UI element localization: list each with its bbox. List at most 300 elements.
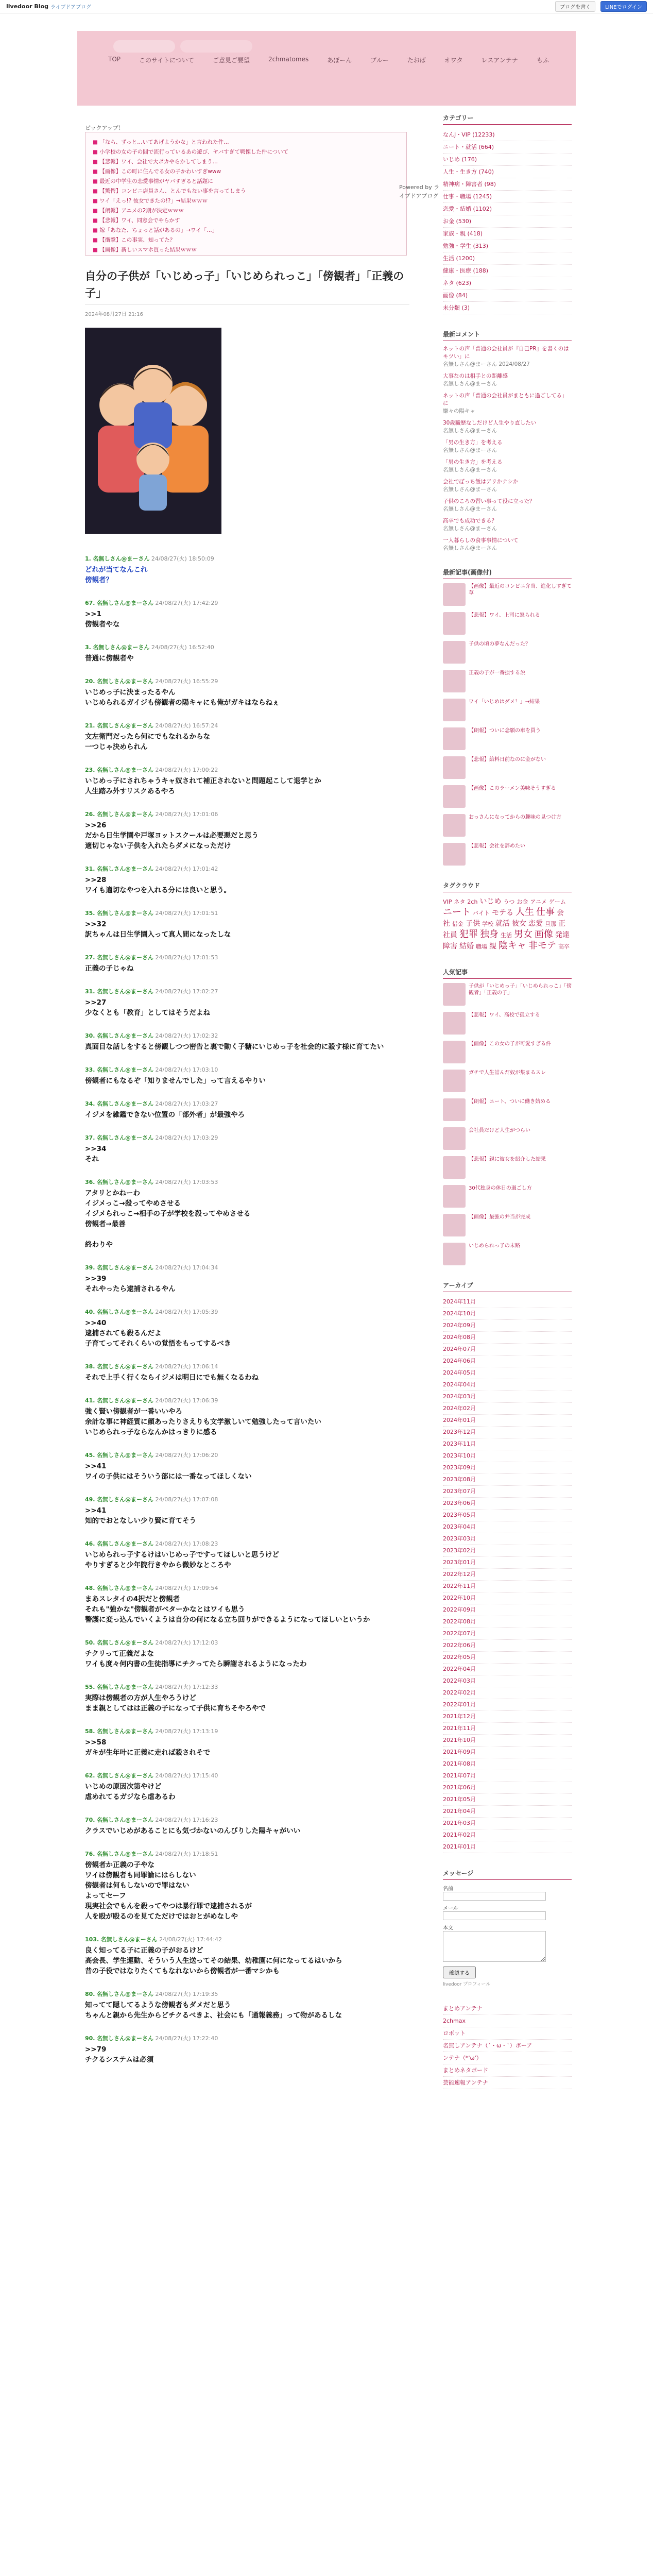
archive-item[interactable]: 2024年10月 (443, 1308, 572, 1320)
ranking-article-item[interactable] (443, 1098, 572, 1121)
category-item[interactable]: 恋愛・結婚 (1102) (443, 203, 572, 215)
recent-comment-title[interactable]: ネットの声「普通の会社員がまともに過ごしてる」に (443, 393, 568, 406)
comment-number[interactable]: 27. (85, 954, 95, 961)
comment (85, 1584, 409, 1625)
archive-item[interactable]: 2023年01月 (443, 1557, 572, 1569)
ranking-article-title[interactable]: 30代独身の休日の過ごし方 (469, 1185, 532, 1191)
comment-number[interactable]: 36. (85, 1179, 95, 1185)
category-item[interactable]: ネタ (623) (443, 277, 572, 290)
comment-number[interactable]: 21. (85, 722, 95, 729)
comment-date: 24/08/27(火) 17:00:22 (155, 767, 218, 773)
category-item[interactable]: 家族・親 (418) (443, 228, 572, 240)
comment-header (85, 1850, 409, 1858)
archive-item[interactable]: 2022年03月 (443, 1675, 572, 1687)
antenna-list (443, 2003, 572, 2089)
ranking-article-title[interactable]: 【画像】この女の子が可愛すぎる件 (469, 1041, 551, 1047)
ranking-article-item[interactable] (443, 1012, 572, 1035)
tag-link[interactable]: いじめ (479, 897, 502, 906)
comment-number[interactable]: 70. (85, 1817, 95, 1823)
recent-comment-title[interactable]: ネットの声「普通の会社員が『自己PR』を書くのはキツい」に (443, 346, 569, 360)
comment-number[interactable]: 31. (85, 988, 95, 995)
popular-article-item[interactable] (443, 641, 572, 664)
tag-link[interactable]: 会社 (443, 909, 564, 928)
comment-author: 名無しさん@まーさん (97, 1540, 153, 1547)
archive-item[interactable]: 2023年05月 (443, 1510, 572, 1521)
comment-date: 24/08/27(火) 17:19:35 (155, 1991, 218, 1997)
archive-item[interactable]: 2023年12月 (443, 1427, 572, 1438)
recent-comment-title[interactable]: 「男の生き方」を考える (443, 459, 503, 465)
comment-number[interactable]: 62. (85, 1772, 95, 1779)
archive-item[interactable]: 2024年05月 (443, 1367, 572, 1379)
comment-header (85, 1990, 409, 1998)
recent-comment-user: 名無しさん@まーさん (443, 486, 497, 493)
message-mail-input[interactable] (443, 1911, 546, 1920)
comment-body: チクリって正義だよな ワイも度々何内書の生徒指導にチクってたら瞬謝されるようになったわ (85, 1650, 307, 1668)
tag-link[interactable]: 2ch (467, 899, 478, 905)
tag-link[interactable]: バイト (473, 910, 490, 917)
archive-item[interactable]: 2021年07月 (443, 1770, 572, 1782)
nav-request[interactable]: ご意見ご要望 (212, 57, 250, 64)
archive-item[interactable]: 2022年12月 (443, 1569, 572, 1581)
nav-blue[interactable]: ブルー (370, 57, 389, 64)
pickup-item[interactable]: ■ 最近の中学生の恋愛事情がヤバすぎると話題に (93, 177, 399, 187)
archive-item[interactable]: 2022年02月 (443, 1687, 572, 1699)
archive-item[interactable]: 2023年02月 (443, 1545, 572, 1557)
archive-item[interactable]: 2023年04月 (443, 1521, 572, 1533)
comment-date: 24/08/27(火) 17:08:23 (155, 1540, 218, 1547)
comment (85, 1539, 409, 1570)
archive-item[interactable]: 2023年07月 (443, 1486, 572, 1498)
pickup-item[interactable]: ■ 【画像】この町に住んでる女の子かわいすぎwww (93, 167, 399, 177)
recent-comment-title[interactable]: 「男の生き方」を考える (443, 439, 503, 446)
pickup-item[interactable]: ■ 【朗報】アニメの2期が決定ｗｗｗ (93, 206, 399, 216)
pickup-item[interactable]: ■ 【悲報】ワイ、会社で大ポカやらかしてしまう… (93, 157, 399, 167)
comment-number[interactable]: 55. (85, 1684, 95, 1690)
archive-item[interactable]: 2021年04月 (443, 1806, 572, 1818)
archive-item[interactable]: 2022年09月 (443, 1604, 572, 1616)
comment (85, 2034, 409, 2065)
nav-taoba[interactable]: たおば (407, 57, 426, 64)
ranking-article-thumbnail[interactable] (443, 1041, 466, 1063)
recent-comment-item[interactable] (443, 478, 572, 494)
category-item[interactable]: 生活 (1200) (443, 252, 572, 265)
archive-item[interactable]: 2024年04月 (443, 1379, 572, 1391)
archive-item[interactable]: 2023年11月 (443, 1438, 572, 1450)
popular-article-title[interactable]: 【悲報】ワイ、上司に怒られる (469, 613, 540, 618)
comment (85, 1816, 409, 1836)
ranking-article-thumbnail[interactable] (443, 1185, 466, 1208)
archive-item[interactable]: 2022年05月 (443, 1652, 572, 1664)
comment-number[interactable]: 50. (85, 1639, 95, 1646)
tag-link[interactable]: ネタ (454, 899, 466, 905)
archive-item[interactable]: 2022年01月 (443, 1699, 572, 1711)
ranking-article-thumbnail[interactable] (443, 1098, 466, 1121)
tag-link[interactable]: 仕事 (536, 907, 555, 918)
archive-item[interactable]: 2023年10月 (443, 1450, 572, 1462)
pickup-item[interactable]: ■ 【悲報】ワイ、同窓会でやらかす (93, 216, 399, 226)
pickup-item[interactable]: ■ 【画像】新しいスマホ買った結果ｗｗｗ (93, 245, 399, 255)
comment-header (85, 721, 409, 730)
antenna-link[interactable]: 名無しアンテナ（´・ω・`）ボーア (443, 2040, 572, 2052)
comment-author: 名無しさん@まーさん (97, 1817, 153, 1823)
ranking-article-item[interactable] (443, 1243, 572, 1265)
archive-item[interactable]: 2022年04月 (443, 1664, 572, 1675)
comment-author: 名無しさん@まーさん (97, 1991, 153, 1997)
tag-link[interactable]: 就活 (495, 920, 510, 928)
tag-link[interactable]: 恋愛 (528, 920, 543, 928)
popular-article-thumbnail[interactable] (443, 612, 466, 635)
nav-about[interactable]: このサイトについて (139, 57, 194, 64)
archive-item[interactable]: 2023年03月 (443, 1533, 572, 1545)
archive-item[interactable]: 2021年10月 (443, 1735, 572, 1747)
tag-link[interactable]: 独身 (480, 929, 499, 940)
popular-article-title[interactable]: 正義の子が一番損する説 (469, 670, 525, 676)
archive-item[interactable]: 2024年06月 (443, 1355, 572, 1367)
antenna-link[interactable]: まとめネタボード (443, 2064, 572, 2077)
comment-body: どれが当てなんこれ 傍観者？ (85, 566, 148, 584)
ranking-article-item[interactable] (443, 1070, 572, 1092)
tag-link[interactable]: 男女 (514, 929, 532, 940)
comment-number[interactable]: 67. (85, 600, 95, 606)
archive-item[interactable]: 2022年11月 (443, 1581, 572, 1592)
ranking-article-title[interactable]: 【朗報】ニート、ついに働き始める (469, 1099, 551, 1105)
ranking-article-thumbnail[interactable] (443, 1012, 466, 1035)
recent-comment-item[interactable] (443, 537, 572, 552)
recent-comment-title[interactable]: 会社でぼっち飯はアリかナシか (443, 479, 519, 485)
category-item[interactable]: 画像 (84) (443, 290, 572, 302)
comment-author: 名無しさん@まーさん (97, 1728, 153, 1735)
pickup-item[interactable]: ■ 【驚愕】コンビニ店員さん、とんでもない事を言ってしまう (93, 187, 399, 196)
tag-link[interactable]: アニメ (530, 899, 547, 905)
comment-number[interactable]: 49. (85, 1496, 95, 1503)
archive-item[interactable]: 2021年01月 (443, 1841, 572, 1853)
recent-comment-item[interactable] (443, 345, 572, 368)
ranking-article-thumbnail[interactable] (443, 983, 466, 1006)
comment-date: 24/08/27(火) 17:06:20 (155, 1452, 218, 1459)
popular-article-title[interactable]: 【画像】最近のコンビニ弁当、進化しすぎて草 (469, 584, 572, 596)
recent-comment-title[interactable]: 大事なのは相手との距離感 (443, 373, 508, 379)
comment-date: 24/08/27(火) 17:02:27 (155, 988, 218, 995)
popular-article-item[interactable] (443, 612, 572, 635)
comment-date: 24/08/27(火) 17:09:54 (155, 1585, 218, 1591)
archive-item[interactable]: 2022年08月 (443, 1616, 572, 1628)
recent-comment-item[interactable] (443, 498, 572, 513)
comment-date: 24/08/27(火) 17:44:42 (159, 1936, 222, 1943)
recent-comment-item[interactable] (443, 419, 572, 435)
recent-comment-title[interactable]: 30歳職歴なしだけど人生やり直したい (443, 420, 537, 426)
category-item[interactable]: なんJ・VIP (12233) (443, 129, 572, 141)
tag-link[interactable]: 生活 (501, 932, 512, 939)
recent-comment-item[interactable] (443, 372, 572, 388)
archive-item[interactable]: 2024年03月 (443, 1391, 572, 1403)
ranking-article-title[interactable]: 会社員だけど人生がつらい (469, 1128, 530, 1133)
livedoor-logo[interactable]: livedoor Blog (6, 3, 49, 10)
category-item[interactable]: いじめ (176) (443, 154, 572, 166)
popular-article-item[interactable] (443, 843, 572, 866)
archive-item[interactable]: 2024年11月 (443, 1296, 572, 1308)
comment-date: 24/08/27(火) 16:52:40 (151, 644, 214, 651)
tag-link[interactable]: 彼女 (512, 920, 526, 928)
comment-header (85, 1683, 409, 1691)
tag-link[interactable]: 人生 (515, 907, 534, 918)
comment-number[interactable]: 20. (85, 678, 95, 685)
comment-date: 24/08/27(火) 17:03:27 (155, 1100, 218, 1107)
popular-article-title[interactable]: 【悲報】給料日前なのに金がない (469, 757, 546, 762)
nav-2chmatomes[interactable]: 2chmatomes (268, 56, 309, 63)
comment-body: >>32 訳ちゃんは日生学園入って真人間になったしな (85, 920, 231, 939)
comment (85, 1451, 409, 1482)
livedoor-logo-sub[interactable]: ライブドアブログ (50, 5, 92, 10)
comment-number[interactable]: 103. (85, 1936, 99, 1943)
popular-article-thumbnail[interactable] (443, 641, 466, 664)
popular-article-thumbnail[interactable] (443, 699, 466, 721)
comment-number[interactable]: 48. (85, 1585, 95, 1591)
archive-item[interactable]: 2024年09月 (443, 1320, 572, 1332)
archive-item[interactable]: 2021年03月 (443, 1818, 572, 1829)
tag-link[interactable]: 犯罪 (459, 929, 478, 940)
recent-comment-item[interactable] (443, 439, 572, 454)
comment-number[interactable]: 80. (85, 1991, 95, 1997)
tag-link[interactable]: 陰キャ (499, 940, 526, 951)
comment-number[interactable]: 34. (85, 1100, 95, 1107)
popular-article-thumbnail[interactable] (443, 814, 466, 837)
tag-link[interactable]: 高卒 (558, 943, 570, 950)
archive-item[interactable]: 2024年07月 (443, 1344, 572, 1355)
comment-number[interactable]: 31. (85, 866, 95, 872)
article-title[interactable]: 自分の子供が「いじめっ子」「いじめられっこ」「傍観者」「正義の子」 (85, 268, 409, 304)
antenna-link[interactable]: ンテナ（*'ω'） (443, 2052, 572, 2064)
nav-abon[interactable]: あぼーん (327, 57, 352, 64)
tag-link[interactable]: 職場 (476, 943, 487, 950)
popular-block (443, 568, 572, 866)
comment-number[interactable]: 76. (85, 1851, 95, 1857)
archive-item[interactable]: 2021年05月 (443, 1794, 572, 1806)
ranking-article-item[interactable] (443, 983, 572, 1006)
antenna-link[interactable]: 2chmax (443, 2015, 572, 2027)
comment-body: 真面目な話しをすると傍観しつつ密告と裏で動く子糖にいじめっ子を社会的に殺す様に育てたい (85, 1043, 384, 1051)
ranking-article-item[interactable] (443, 1127, 572, 1150)
nav-res-antenna[interactable]: レスアンテナ (481, 57, 518, 64)
popular-article-item[interactable] (443, 756, 572, 779)
tag-link[interactable]: 非モテ (528, 940, 556, 951)
pickup-item[interactable]: ■ 小学校の女の子の間で流行っているあの遊び、ヤバすぎて戦慄した件について (93, 147, 399, 157)
ranking-article-title[interactable]: いじめられっ子の末路 (469, 1243, 520, 1249)
ranking-article-thumbnail[interactable] (443, 1127, 466, 1150)
comment-number[interactable]: 30. (85, 1032, 95, 1039)
ranking-article-title[interactable]: 【悲報】親に彼女を紹介した結果 (469, 1157, 546, 1162)
recent-comment-title[interactable]: 子供のころの習い事って役に立った？ (443, 498, 535, 504)
tag-link[interactable]: 発達障害 (443, 931, 570, 951)
comment-body: >>28 ワイも適切なやつを入れる分には良いと思う。 (85, 876, 231, 894)
comment-number[interactable]: 3. (85, 644, 91, 651)
tag-link[interactable]: モテる (492, 909, 513, 917)
message-body-input[interactable] (443, 1931, 546, 1962)
archive-item[interactable]: 2023年08月 (443, 1474, 572, 1486)
category-item[interactable]: 勉強・学生 (313) (443, 240, 572, 252)
comment-body: >>39 それやったら逮捕されるやん (85, 1275, 176, 1293)
tag-link[interactable]: お金 (517, 899, 528, 905)
comment-header (85, 1263, 409, 1272)
comment-number[interactable]: 33. (85, 1066, 95, 1073)
archive-item[interactable]: 2024年02月 (443, 1403, 572, 1415)
archive-item[interactable]: 2021年02月 (443, 1829, 572, 1841)
antenna-link[interactable]: 芸能速報アンテナ (443, 2077, 572, 2089)
comment-number[interactable]: 26. (85, 811, 95, 818)
message-heading: メッセージ (443, 1869, 572, 1880)
nav-top[interactable]: TOP (108, 56, 121, 63)
tag-link[interactable]: 親 (489, 942, 496, 951)
recent-comment-user: 名無しさん@まーさん (443, 467, 497, 473)
archive-item[interactable]: 2021年12月 (443, 1711, 572, 1723)
antenna-link[interactable]: ロボット (443, 2027, 572, 2040)
comment-header (85, 2034, 409, 2042)
popular-article-thumbnail[interactable] (443, 583, 466, 606)
pickup-item[interactable]: ■ 嫁「あなた、ちょっと話があるの」→ワイ「…」 (93, 226, 399, 235)
recent-comment-item[interactable] (443, 459, 572, 474)
comment-number[interactable]: 1. (85, 555, 91, 562)
message-name-input[interactable] (443, 1892, 546, 1901)
tag-link[interactable]: VIP (443, 899, 452, 905)
comment-number[interactable]: 58. (85, 1728, 95, 1735)
popular-article-item[interactable] (443, 583, 572, 606)
popular-article-title[interactable]: 子供の頃の夢なんだった？ (469, 641, 530, 647)
comment-author: 名無しさん@まーさん (97, 2035, 153, 2042)
comment-number[interactable]: 46. (85, 1540, 95, 1547)
ranking-article-title[interactable]: ガチで人生詰んだ奴が集まるスレ (469, 1070, 546, 1076)
ranking-article-thumbnail[interactable] (443, 1243, 466, 1265)
popular-article-title[interactable]: ワイ「いじめはダメ！」→結果 (469, 699, 540, 705)
popular-article-thumbnail[interactable] (443, 756, 466, 779)
comment-header (85, 599, 409, 607)
popular-article-thumbnail[interactable] (443, 843, 466, 866)
recent-comment-user: 名無しさん@まーさん 2024/08/27 (443, 361, 530, 367)
popular-article-thumbnail[interactable] (443, 670, 466, 692)
comment-number[interactable]: 39. (85, 1264, 95, 1271)
category-item[interactable]: 健康・医療 (188) (443, 265, 572, 277)
comment-author: 名無しさん@まーさん (93, 644, 150, 651)
recent-comment-item[interactable] (443, 392, 572, 415)
popular-article-item[interactable] (443, 699, 572, 721)
comment-number[interactable]: 40. (85, 1309, 95, 1315)
comment-number[interactable]: 41. (85, 1397, 95, 1404)
category-item[interactable]: 精神病・障害者 (98) (443, 178, 572, 191)
comment-number[interactable]: 38. (85, 1363, 95, 1370)
line-login-button[interactable]: LINEでログイン (600, 1, 647, 12)
pickup-item[interactable]: ■ ワイ「えっ!? 彼女できたの!?」→結果ｗｗｗ (93, 196, 399, 206)
archive-item[interactable]: 2022年07月 (443, 1628, 572, 1640)
comment-body: >>26 だから日生学園や戸塚ヨットスクールは必要悪だと思う 適切じゃない子供を入れたらダメになっただけ (85, 821, 259, 850)
recent-comment-title[interactable]: 高卒でも成功できる？ (443, 518, 497, 524)
popular-article-title[interactable]: 【悲報】会社を辞めたい (469, 843, 525, 849)
antenna-link[interactable]: まとめアンテナ (443, 2003, 572, 2015)
archive-heading: アーカイブ (443, 1281, 572, 1292)
comment-header (85, 1727, 409, 1735)
category-item[interactable]: 未分類 (3) (443, 302, 572, 314)
popular-article-item[interactable] (443, 727, 572, 750)
topbar-actions (555, 1, 647, 12)
tag-link[interactable]: うつ (503, 899, 515, 905)
archive-item[interactable]: 2023年06月 (443, 1498, 572, 1510)
comment-number[interactable]: 37. (85, 1134, 95, 1141)
recent-comment-item[interactable] (443, 517, 572, 533)
ranking-article-title[interactable]: 【悲報】ワイ、高校で孤立する (469, 1012, 540, 1018)
tag-link[interactable]: 結婚 (459, 942, 474, 951)
category-item[interactable]: お金 (530) (443, 215, 572, 228)
popular-article-item[interactable] (443, 670, 572, 692)
pickup-item[interactable]: ■ 【衝撃】この事実、知ってた？ (93, 235, 399, 245)
archive-item[interactable]: 2021年06月 (443, 1782, 572, 1794)
comment-author: 名無しさん@まーさん (97, 678, 153, 685)
ranking-article-item[interactable] (443, 1185, 572, 1208)
ranking-article-thumbnail[interactable] (443, 1156, 466, 1179)
make-blog-button[interactable]: ブログを書く (555, 1, 595, 12)
ranking-article-title[interactable]: 子供が「いじめっ子」「いじめられっこ」「傍観者」「正義の子」 (469, 984, 572, 996)
message-submit-button[interactable]: 確認する (443, 1967, 476, 1978)
popular-article-thumbnail[interactable] (443, 785, 466, 808)
popular-article-title[interactable]: 【画像】このラーメン美味そうすぎる (469, 786, 556, 791)
archive-item[interactable]: 2023年09月 (443, 1462, 572, 1474)
archive-item[interactable]: 2024年08月 (443, 1332, 572, 1344)
tag-link[interactable]: ニート (443, 907, 471, 918)
tag-link[interactable]: 旦那 (545, 921, 556, 927)
tag-link[interactable]: 学校 (482, 921, 493, 927)
archive-item[interactable]: 2021年08月 (443, 1758, 572, 1770)
comment-body: >>34 それ (85, 1145, 107, 1163)
comment-author: 名無しさん@まーさん (97, 1066, 153, 1073)
comment-number[interactable]: 90. (85, 2035, 95, 2042)
recent-comment-title[interactable]: 一人暮らしの食事事情について (443, 537, 519, 544)
comment-author: 名無しさん@まーさん (97, 811, 153, 818)
popular-article-item[interactable] (443, 785, 572, 808)
popular-article-title[interactable]: 【朗報】ついに念願の車を買う (469, 728, 541, 734)
category-item[interactable]: 人生・生き方 (740) (443, 166, 572, 178)
tag-link[interactable]: 子供 (466, 920, 480, 928)
comment-number[interactable]: 45. (85, 1452, 95, 1459)
ranking-article-item[interactable] (443, 1041, 572, 1063)
popular-article-item[interactable] (443, 814, 572, 837)
popular-article-title[interactable]: おっさんになってからの趣味の見つけ方 (469, 815, 561, 820)
archive-item[interactable]: 2021年11月 (443, 1723, 572, 1735)
message-body-label: 本文 (443, 1925, 453, 1931)
ranking-article-thumbnail[interactable] (443, 1070, 466, 1092)
comment-body: まあスレタイの4択だと傍観者 それも"強かな"傍観者がベターかなとはワイも思う 警護に変っ込んでいくようは自分の何になる立ち回りができるようになってほしいというか (85, 1595, 370, 1624)
tag-link[interactable]: 画像 (535, 929, 553, 940)
ranking-article-thumbnail[interactable] (443, 1214, 466, 1236)
nav-owata[interactable]: オワタ (444, 57, 463, 64)
archive-item[interactable]: 2021年09月 (443, 1747, 572, 1758)
tag-link[interactable]: 借金 (452, 921, 463, 927)
archive-item[interactable]: 2022年10月 (443, 1592, 572, 1604)
comment-number[interactable]: 35. (85, 910, 95, 917)
category-item[interactable]: 仕事・職場 (1245) (443, 191, 572, 203)
ranking-article-title[interactable]: 【画像】最強の弁当が完成 (469, 1214, 530, 1220)
pickup-item[interactable]: ■ 「なら、ずっと…いてあげようかな」と言われた件… (93, 138, 399, 147)
comment-date: 24/08/27(火) 17:03:29 (155, 1134, 218, 1141)
ranking-article-item[interactable] (443, 1214, 572, 1236)
archive-item[interactable]: 2022年06月 (443, 1640, 572, 1652)
comment-number[interactable]: 23. (85, 767, 95, 773)
ranking-article-item[interactable] (443, 1156, 572, 1179)
category-item[interactable]: ニート・就活 (664) (443, 141, 572, 154)
comment-header (85, 909, 409, 917)
tag-link[interactable]: ゲーム (548, 899, 566, 905)
nav-mofu[interactable]: もふ (536, 57, 549, 64)
tag-link[interactable]: 正社員 (443, 920, 565, 939)
comment-body: >>41 知的でおとなしい少り賢に育てそう (85, 1506, 196, 1525)
popular-article-thumbnail[interactable] (443, 727, 466, 750)
comment-header (85, 1099, 409, 1108)
archive-item[interactable]: 2024年01月 (443, 1415, 572, 1427)
